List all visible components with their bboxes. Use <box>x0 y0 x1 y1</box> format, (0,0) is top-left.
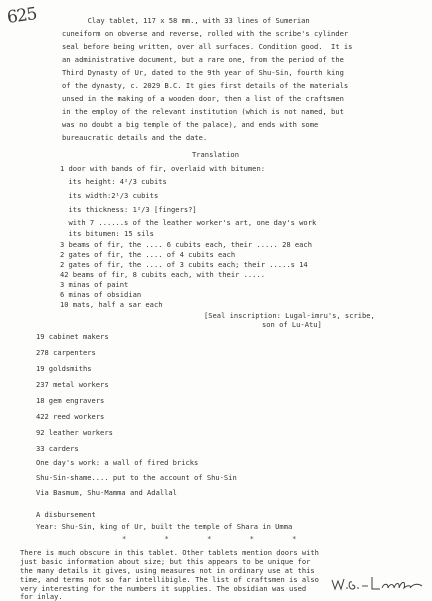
craftsmen-item: 92 leather workers <box>36 428 113 437</box>
translation-line: 6 minas of obsidian <box>60 290 142 299</box>
translation-line: its height: 4²/3 cubits <box>60 177 167 186</box>
translation-line: 3 minas of paint <box>60 280 129 289</box>
translation-line: its thickness: 1²/3 [fingers?] <box>60 205 197 214</box>
intro-line: was no doubt a big temple of the palace), and ends with some <box>62 120 319 129</box>
intro-line: bureaucratic details and the date. <box>62 133 208 142</box>
year-line: Year: Shu-Sin, king of Ur, built the temple of Shara in Umma <box>36 522 293 531</box>
intro-line: Third Dynasty of Ur, dated to the 9th year of Shu-Sin, fourth king <box>62 68 344 77</box>
commentary-line: There is much obscure in this tablet. Other tablets mention doors with <box>20 548 319 557</box>
disbursement-heading: A disbursement <box>36 510 96 519</box>
handwritten-page-number: 625 <box>5 4 38 28</box>
commentary-line: time, and terms not so far intellibigle. The list of craftsmen is also <box>20 575 319 584</box>
translation-line: 1 door with bands of fir, overlaid with bitumen: <box>60 164 265 173</box>
translation-line: its width:2¹/3 cubits <box>60 191 159 200</box>
intro-line: in the employ of the relevant institution (which is not named, but <box>62 107 344 116</box>
intro-line: of the dynasty, c. 2029 B.C. It gies first details of the materials <box>62 81 349 90</box>
craftsmen-item: 33 carders <box>36 444 79 453</box>
craftsmen-item: 18 gem engravers <box>36 396 105 405</box>
translation-line: 3 beams of fir, the .... 6 cubits each, their ..... 28 each <box>60 240 312 249</box>
translation-line: 42 beams of fir, 8 cubits each, with their ..... <box>60 270 265 279</box>
commentary-line: very interesting for the numbers it supplies. The obsidian was used <box>20 584 307 593</box>
detail-line: One day's work: a wall of fired bricks <box>36 458 199 467</box>
translation-heading: Translation <box>192 150 239 159</box>
separator-dots: * * * * * <box>122 534 314 543</box>
intro-line: Clay tablet, 117 x 58 mm., with 33 lines of Sumerian <box>62 16 310 25</box>
handwritten-signature <box>328 574 426 594</box>
craftsmen-item: 278 carpenters <box>36 348 96 357</box>
translation-line: 2 gates of fir, the .... of 4 cubits each <box>60 250 236 259</box>
translation-line: 10 mats, half a sar each <box>60 300 163 309</box>
craftsmen-item: 19 cabinet makers <box>36 332 109 341</box>
commentary-line: the many details it gives, using measures not in ordinary use at this <box>20 566 315 575</box>
craftsmen-item: 19 goldsmiths <box>36 364 92 373</box>
intro-line: seal before being written, over all surfaces. Condition good. It is <box>62 42 353 51</box>
translation-line: with 7 ......s of the leather worker's art, one day's work <box>60 218 317 227</box>
intro-line: cuneiform on obverse and reverse, rolled with the scribe's cylinder <box>62 29 349 38</box>
intro-line: unsed in the making of a wooden door, then a list of the craftsmen <box>62 94 344 103</box>
craftsmen-item: 237 metal workers <box>36 380 109 389</box>
commentary-line: for inlay. <box>20 592 63 601</box>
detail-line: Via Basmum, Shu-Mamma and Adallal <box>36 488 177 497</box>
seal-inscription-line: son of Lu-Atu] <box>262 320 322 329</box>
craftsmen-item: 422 reed workers <box>36 412 105 421</box>
commentary-line: just basic information about size; but this appears to be unique for <box>20 557 311 566</box>
translation-line: 2 gates of fir, the .... of 3 cubits each; their .....s 14 <box>60 260 308 269</box>
detail-line: Shu-Sin-shame.... put to the account of Shu-Sin <box>36 473 237 482</box>
translation-line: its bitumen: 15 sils <box>60 229 154 238</box>
seal-inscription-line: [Seal inscription: Lugal-imru's, scribe, <box>204 311 375 320</box>
intro-line: an administrative document, but a rare one, from the period of the <box>62 55 344 64</box>
